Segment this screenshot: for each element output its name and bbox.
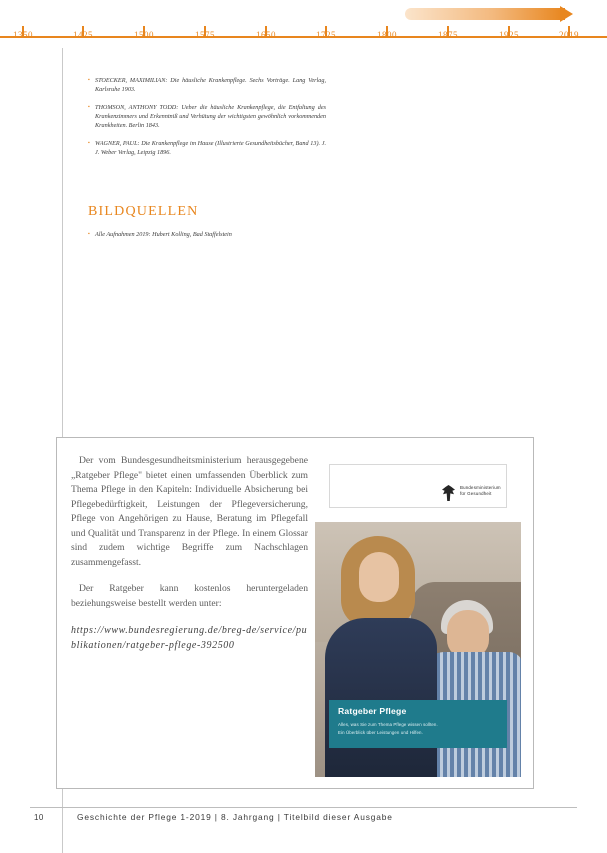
- federal-eagle-icon: [442, 485, 455, 501]
- page-content: [0, 48, 607, 853]
- timeline-tick-label: 1725: [316, 30, 336, 40]
- bildquellen-list: [88, 230, 326, 248]
- photo-caregiver-top: [325, 618, 437, 777]
- timeline-header: [0, 0, 607, 48]
- timeline-tick-label: 1650: [256, 30, 276, 40]
- timeline-tick-label: 1500: [134, 30, 154, 40]
- timeline-tick-label: 1800: [377, 30, 397, 40]
- ministry-logo-box: [329, 464, 507, 508]
- reference-entry: ▪ WAGNER, PAUL: Die Krankenpflege im Hause (Illustrierte Gesundheitsbücher, Band 13). J. J. Weber Verlag, Leipzig 1896.: [88, 139, 326, 157]
- brochure-subtitle-line: Alles, was Sie zum Thema Pflege wissen sollten.: [338, 722, 438, 727]
- promo-text-column: [71, 454, 308, 774]
- page-number: 10: [34, 813, 44, 822]
- references-list: [88, 76, 326, 166]
- timeline-tick-label: 2019: [559, 30, 579, 40]
- timeline-highlight-bar: [405, 8, 565, 20]
- promo-box: [56, 437, 534, 789]
- brochure-title-band: [329, 700, 507, 748]
- reference-entry: ▪ THOMSON, ANTHONY TODD: Ueber die häusliche Krankenpflege, die Entfaltung des Krankenzimmers und Erkenntniß und Verhütung der wichtigsten gewöhnlich vorkommenden Krankheiten. Berlin 1843.: [88, 103, 326, 130]
- promo-download-url[interactable]: https://www.bundesregierung.de/breg-de/service/publikationen/ratgeber-pflege-392500: [71, 625, 308, 651]
- bildquellen-entry: ▪ Alle Aufnahmen 2019: Hubert Kolling, Bad Staffelstein: [88, 230, 326, 239]
- bildquellen-heading: BILDQUELLEN: [88, 204, 199, 219]
- ministry-logo-line: für Gesundheit: [460, 491, 492, 496]
- brochure-title: Ratgeber Pflege: [338, 706, 407, 716]
- timeline-arrow-icon: [560, 6, 573, 22]
- timeline-tick-label: 1350: [13, 30, 33, 40]
- timeline-tick-label: 1875: [438, 30, 458, 40]
- photo-caregiver-face: [359, 552, 399, 602]
- brochure-photo: [315, 522, 521, 777]
- timeline-tick-label: 1925: [499, 30, 519, 40]
- promo-paragraph: Der vom Bundesgesundheitsministerium herausgegebene „Ratgeber Pflege" bietet einen umfassenden Überblick zum Thema Pflege in den Kapiteln: Individuelle Absicherung bei Pflegebedürftigkeit, Leistungen der Pflegeversicherung, Pflege von Angehörigen zu Hause, Beratung im Pflegefall und Qualität und Transparenz in der Pflege. In einem Glossar sind zudem wichtige Begriffe zum Nachschlagen zusammengefasst.: [71, 455, 308, 568]
- footer-divider: [30, 807, 577, 808]
- reference-entry: ▪ STOECKER, MAXIMILIAN: Die häusliche Krankenpflege. Sechs Vorträge. Lang Verlag, Karlsruhe 1903.: [88, 76, 326, 94]
- footer-text: Geschichte der Pflege 1-2019 | 8. Jahrgang | Titelbild dieser Ausgabe: [77, 812, 393, 822]
- ministry-logo-line: Bundesministerium: [460, 485, 501, 490]
- promo-paragraph: Der Ratgeber kann kostenlos heruntergeladen beziehungsweise bestellt werden unter:: [71, 583, 308, 609]
- brochure-subtitle-line: Ein Überblick über Leistungen und Hilfen.: [338, 730, 423, 735]
- timeline-tick-label: 1575: [195, 30, 215, 40]
- brochure-cover-image: [315, 450, 521, 777]
- timeline-tick-label: 1425: [73, 30, 93, 40]
- photo-senior-man-face: [447, 610, 489, 658]
